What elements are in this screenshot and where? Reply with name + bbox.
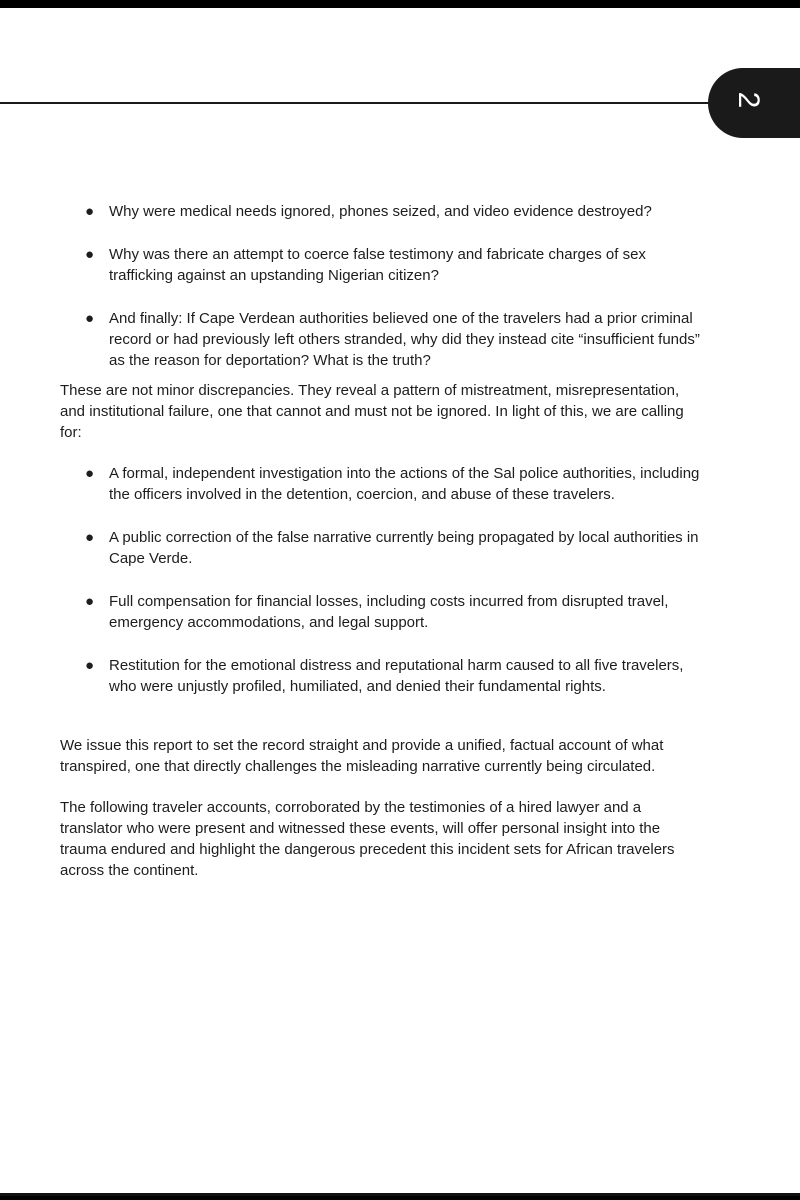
- following-paragraph: The following traveler accounts, corroborated by the testimonies of a hired lawyer and a translator who were present and witnessed these events, will offer personal insight into the trauma endured and highlight the dangerous precedent this incident sets for African travelers across the continent.: [60, 799, 675, 879]
- bullet-icon: ●: [85, 310, 95, 327]
- demands-list: [60, 463, 700, 697]
- questions-list: [60, 201, 700, 371]
- demand-text: A formal, independent investigation into the actions of the Sal police authorities, including the officers involved in the detention, coercion, and abuse of these travelers.: [109, 465, 700, 503]
- bullet-icon: ●: [85, 203, 95, 220]
- list-item: [60, 591, 700, 633]
- question-text: And finally: If Cape Verdean authorities believed one of the travelers had a prior criminal record or had previously left others stranded, why did they instead cite “insufficient funds” as the reason for deportation? What is the truth?: [109, 310, 700, 369]
- list-item: [60, 655, 700, 697]
- question-text: Why was there an attempt to coerce false testimony and fabricate charges of sex trafficking against an upstanding Nigerian citizen?: [109, 246, 646, 284]
- bullet-icon: ●: [85, 246, 95, 263]
- bullet-icon: ●: [85, 593, 95, 610]
- bottom-rule: [0, 1193, 800, 1196]
- demand-text: Full compensation for financial losses, including costs incurred from disrupted travel, emergency accommodations, and legal support.: [109, 593, 669, 631]
- bullet-icon: ●: [85, 529, 95, 546]
- bullet-icon: ●: [85, 657, 95, 674]
- list-item: [60, 244, 700, 286]
- page-number: 2: [732, 91, 765, 109]
- demand-text: A public correction of the false narrative currently being propagated by local authorities in Cape Verde.: [109, 529, 699, 567]
- header-rule: [0, 102, 720, 104]
- issue-paragraph: We issue this report to set the record straight and provide a unified, factual account of what transpired, one that directly challenges the misleading narrative currently being circulated.: [60, 737, 664, 775]
- list-item: [60, 201, 700, 222]
- question-text: Why were medical needs ignored, phones seized, and video evidence destroyed?: [109, 203, 652, 220]
- bullet-icon: ●: [85, 465, 95, 482]
- intro-paragraph: These are not minor discrepancies. They reveal a pattern of mistreatment, misrepresentation, and institutional failure, one that cannot and must not be ignored. In light of this, we are calling for:: [60, 382, 684, 441]
- demand-text: Restitution for the emotional distress and reputational harm caused to all five travelers, who were unjustly profiled, humiliated, and denied their fundamental rights.: [109, 657, 684, 695]
- list-item: [60, 308, 700, 371]
- document-page: [0, 8, 800, 1196]
- list-item: [60, 463, 700, 505]
- document-body: [60, 201, 700, 901]
- list-item: [60, 527, 700, 569]
